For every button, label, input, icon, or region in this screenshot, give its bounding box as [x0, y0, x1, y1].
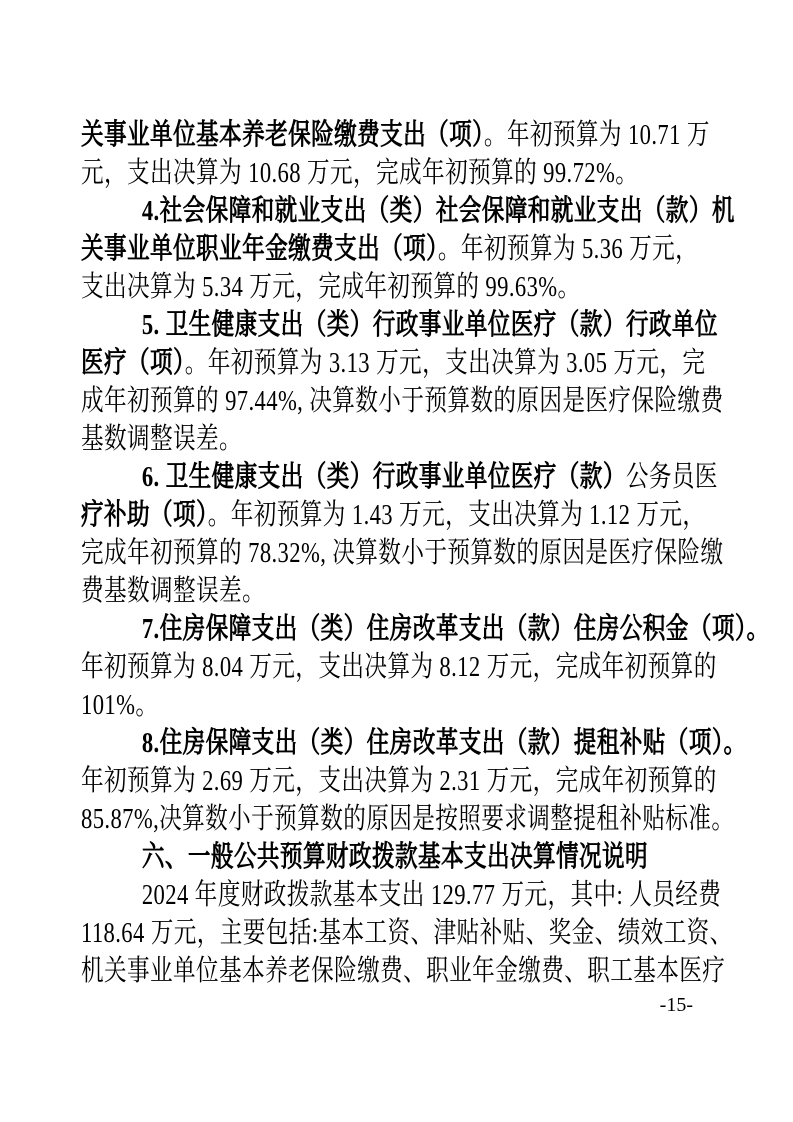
text-segment: 。年初预算为 10.71 万 [483, 119, 710, 151]
text-line [81, 192, 735, 230]
page-number: -15- [659, 994, 693, 1016]
text-segment: 成年初预算的 97.44%, 决算数小于预算数的原因是医疗保险缴费 [81, 385, 724, 417]
text-line [81, 534, 724, 572]
document-body [81, 116, 770, 990]
text-segment: 年初预算为 8.04 万元，支出决算为 8.12 万元，完成年初预算的 [81, 651, 717, 683]
text-line [81, 724, 747, 762]
bold-text-segment: 7.住房保障支出（类）住房改革支出（款）住房公积金（项）。 [141, 613, 770, 645]
text-segment: 118.64 万元，主要包括:基本工资、津贴补贴、奖金、绩效工资、 [81, 917, 733, 949]
text-line [81, 914, 733, 952]
text-line [81, 420, 714, 458]
text-segment: 费基数调整误差。 [81, 575, 266, 607]
text-segment: 支出决算为 5.34 万元，完成年初预算的 99.63%。 [81, 271, 581, 303]
bold-text-segment: 疗补助（项） [81, 499, 208, 531]
text-line [81, 154, 714, 192]
text-segment: 完成年初预算的 78.32%, 决算数小于预算数的原因是医疗保险缴 [81, 537, 724, 569]
text-segment: 。年初预算为 1.43 万元，支出决算为 1.12 万元， [207, 499, 706, 531]
text-segment: 公务员医 [625, 461, 718, 493]
text-line [81, 344, 714, 382]
bold-text-segment: 5. 卫生健康支出（类）行政事业单位医疗（款）行政单位 [141, 309, 718, 341]
text-segment: 元，支出决算为 10.68 万元，完成年初预算的 99.72%。 [81, 157, 639, 189]
text-line [81, 382, 724, 420]
text-segment: 基数调整误差。 [81, 423, 243, 455]
text-line [81, 762, 717, 800]
text-line [81, 306, 718, 344]
text-segment: 。年初预算为 3.13 万元，支出决算为 3.05 万元，完 [184, 347, 706, 379]
text-segment: 2024 年度财政拨款基本支出 129.77 万元，其中: 人员经费 [141, 879, 722, 911]
bold-text-segment: 关事业单位职业年金缴费支出（项） [81, 233, 438, 265]
text-line [81, 268, 714, 306]
text-line [81, 458, 718, 496]
text-line [81, 572, 714, 610]
text-line [81, 876, 722, 914]
text-line [81, 686, 714, 724]
text-line [81, 838, 714, 876]
bold-text-segment: 8.住房保障支出（类）住房改革支出（款）提租补贴（项）。 [141, 727, 747, 759]
text-segment: 。年初预算为 5.36 万元， [437, 233, 699, 265]
bold-text-segment: 6. 卫生健康支出（类）行政事业单位医疗（款） [141, 461, 626, 493]
bold-text-segment: 4.社会保障和就业支出（类）社会保障和就业支出（款）机 [141, 195, 735, 227]
text-segment: 85.87%,决算数小于预算数的原因是按照要求调整提租补贴标准。 [81, 803, 735, 835]
bold-text-segment: 六、一般公共预算财政拨款基本支出决算情况说明 [141, 841, 649, 873]
text-line [81, 116, 714, 154]
bold-text-segment: 医疗（项） [81, 347, 185, 379]
text-line [81, 800, 735, 838]
text-line [81, 230, 714, 268]
text-segment: 101%。 [81, 689, 159, 721]
text-segment: 年初预算为 2.69 万元，支出决算为 2.31 万元，完成年初预算的 [81, 765, 717, 797]
text-line [81, 496, 714, 534]
text-segment: 机关事业单位基本养老保险缴费、职业年金缴费、职工基本医疗 [81, 955, 726, 987]
text-line [81, 648, 717, 686]
text-line [81, 610, 770, 648]
text-line [81, 952, 726, 990]
bold-text-segment: 关事业单位基本养老保险缴费支出（项） [81, 119, 484, 151]
